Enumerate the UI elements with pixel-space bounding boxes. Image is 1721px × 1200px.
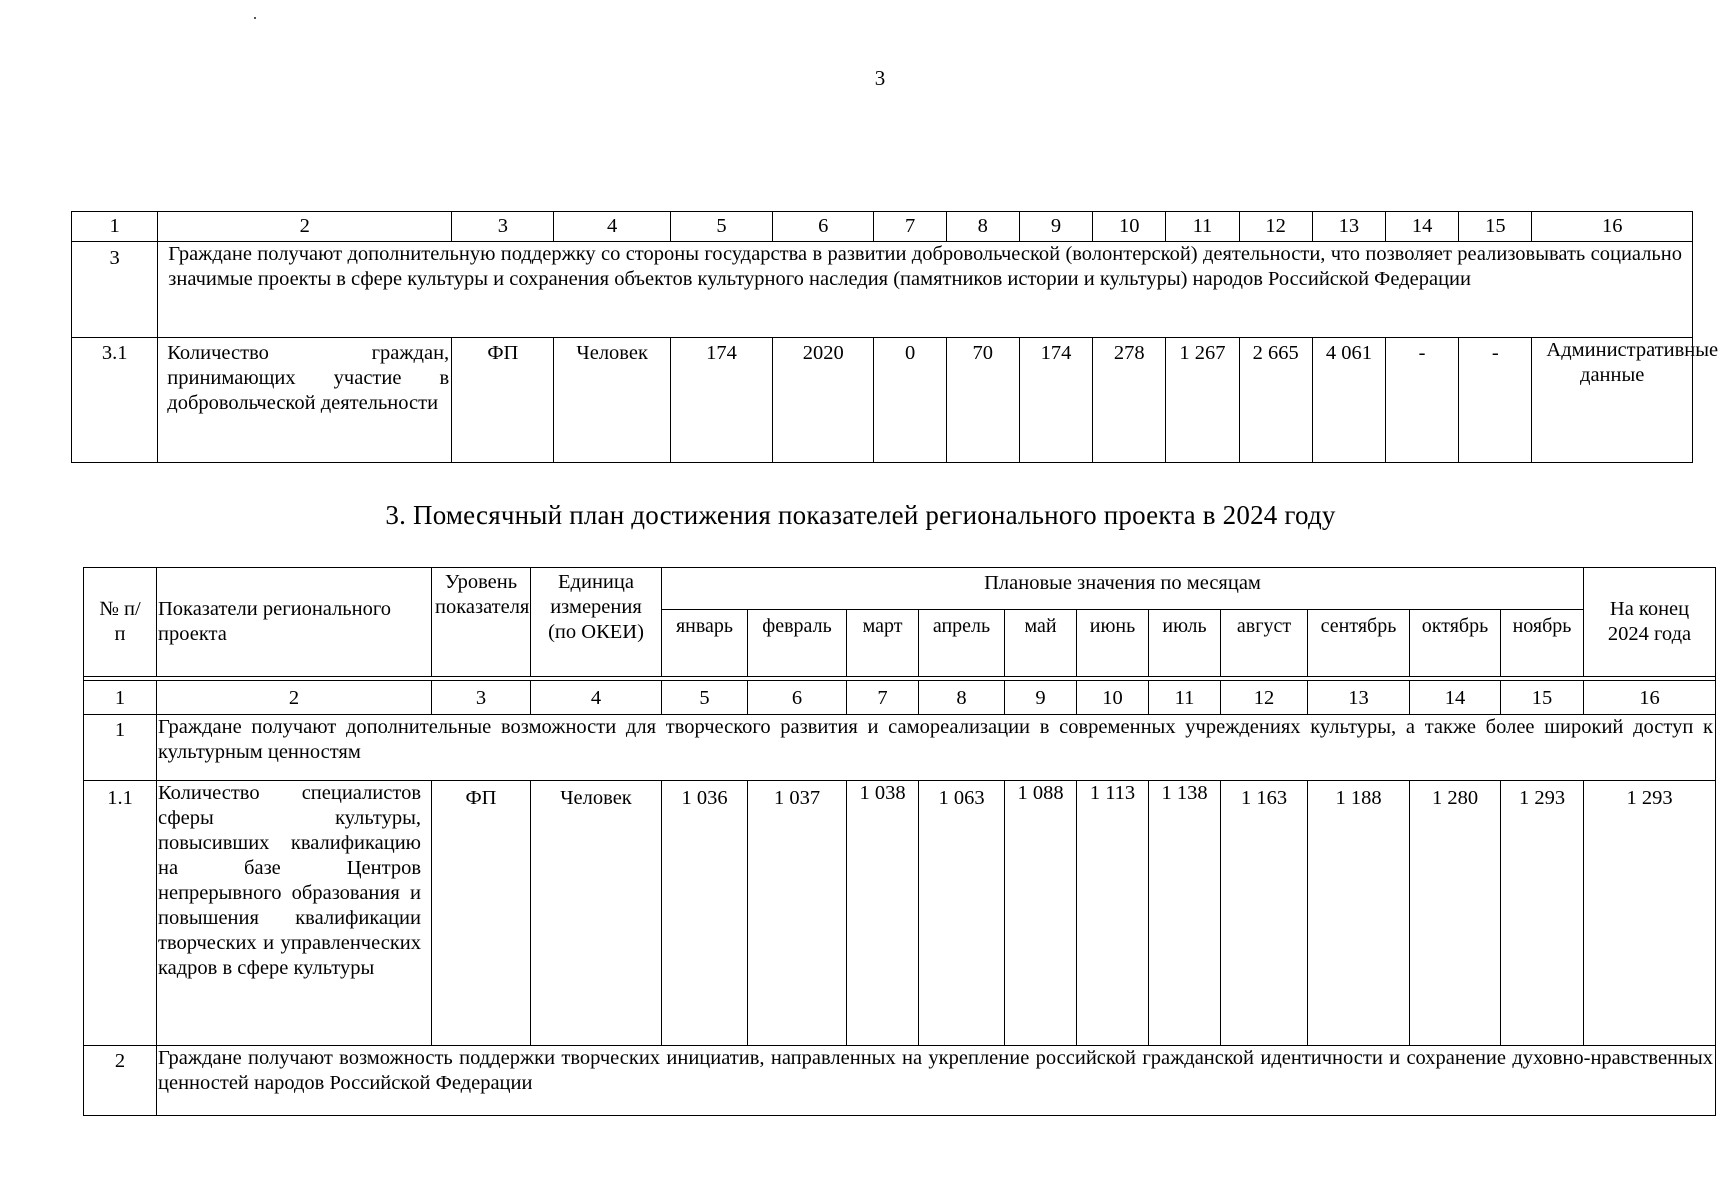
column-number: 13 bbox=[1308, 681, 1410, 715]
month-value: 1 113 bbox=[1077, 781, 1149, 1046]
page-number: 3 bbox=[874, 66, 886, 90]
column-number: 3 bbox=[432, 681, 531, 715]
goal-row bbox=[84, 715, 1716, 781]
goal-row bbox=[84, 1046, 1716, 1116]
goal-text: Граждане получают возможность поддержки творческих инициатив, направленных на укрепление российской гражданской идентичности и сохранение духовно-нравственных ценностей народов Российской Федерации bbox=[157, 1046, 1716, 1116]
header-unit: Единица измерения (по ОКЕИ) bbox=[531, 568, 662, 677]
column-number: 9 bbox=[1005, 681, 1077, 715]
month-header: октябрь bbox=[1410, 610, 1501, 677]
indicator-number: 3.1 bbox=[72, 338, 158, 463]
column-number: 6 bbox=[748, 681, 847, 715]
goal-row bbox=[72, 242, 1693, 338]
goal-text: Граждане получают дополнительную поддержку со стороны государства в развитии добровольческой (волонтерской) деятельности, что позволяет реализовывать социально значимые проекты в сфере культуры и сохранения объектов культурного наследия (памятников истории и культуры) народов Российской Федерации bbox=[158, 242, 1693, 338]
column-number: 11 bbox=[1149, 681, 1221, 715]
month-value: 1 163 bbox=[1221, 781, 1308, 1046]
month-value: 1 036 bbox=[662, 781, 748, 1046]
column-number: 15 bbox=[1501, 681, 1584, 715]
column-number: 2 bbox=[157, 681, 432, 715]
indicator-value: - bbox=[1459, 338, 1532, 463]
column-number: 15 bbox=[1459, 212, 1532, 242]
month-header: апрель bbox=[919, 610, 1005, 677]
column-number: 14 bbox=[1385, 212, 1458, 242]
month-value: 1 063 bbox=[919, 781, 1005, 1046]
goal-number: 2 bbox=[84, 1046, 157, 1116]
indicator-value: 174 bbox=[670, 338, 772, 463]
month-header: сентябрь bbox=[1308, 610, 1410, 677]
month-value: 1 088 bbox=[1005, 781, 1077, 1046]
goal-number: 1 bbox=[84, 715, 157, 781]
indicator-value: 174 bbox=[1019, 338, 1092, 463]
header-level: Уровень показателя bbox=[432, 568, 531, 677]
indicator-source: Административные данные bbox=[1532, 338, 1693, 463]
section-title: 3. Помесячный план достижения показателей регионального проекта в 2024 году bbox=[385, 500, 1336, 530]
month-header: февраль bbox=[748, 610, 847, 677]
month-header: январь bbox=[662, 610, 748, 677]
column-number: 2 bbox=[158, 212, 452, 242]
month-header: июнь bbox=[1077, 610, 1149, 677]
column-number: 7 bbox=[847, 681, 919, 715]
column-number: 13 bbox=[1312, 212, 1385, 242]
month-header: август bbox=[1221, 610, 1308, 677]
indicator-unit: Человек bbox=[554, 338, 670, 463]
indicator-name: Количество специалистов сферы культуры, повысивших квалификацию на базе Центров непрерывного образования и повышения квалификации творческих и управленческих кадров в сфере культуры bbox=[157, 781, 432, 1046]
header-end-year: На конец 2024 года bbox=[1584, 568, 1716, 677]
monthly-plan-table bbox=[83, 567, 1716, 1116]
column-number: 16 bbox=[1532, 212, 1693, 242]
header-indicators: Показатели регионального проекта bbox=[157, 568, 432, 677]
goal-text: Граждане получают дополнительные возможности для творческого развития и самореализации в современных учреждениях культуры, а также более широкий доступ к культурным ценностям bbox=[157, 715, 1716, 781]
month-value: 1 280 bbox=[1410, 781, 1501, 1046]
indicator-name: Количество граждан, принимающих участие в добровольческой деятельности bbox=[158, 338, 452, 463]
column-number: 5 bbox=[670, 212, 772, 242]
column-number: 8 bbox=[919, 681, 1005, 715]
indicator-value: - bbox=[1385, 338, 1458, 463]
indicator-value: 278 bbox=[1093, 338, 1166, 463]
column-number: 1 bbox=[72, 212, 158, 242]
column-number: 4 bbox=[531, 681, 662, 715]
column-number: 14 bbox=[1410, 681, 1501, 715]
column-number: 9 bbox=[1019, 212, 1092, 242]
column-number: 8 bbox=[946, 212, 1019, 242]
column-number: 1 bbox=[84, 681, 157, 715]
indicator-value: 4 061 bbox=[1312, 338, 1385, 463]
column-number: 10 bbox=[1077, 681, 1149, 715]
month-value: 1 293 bbox=[1501, 781, 1584, 1046]
indicator-level: ФП bbox=[432, 781, 531, 1046]
month-value: 1 138 bbox=[1149, 781, 1221, 1046]
indicator-value: 0 bbox=[874, 338, 946, 463]
column-number: 6 bbox=[773, 212, 874, 242]
month-header: март bbox=[847, 610, 919, 677]
column-number: 5 bbox=[662, 681, 748, 715]
column-number-row bbox=[72, 212, 1693, 242]
month-header: май bbox=[1005, 610, 1077, 677]
column-number: 10 bbox=[1093, 212, 1166, 242]
month-value: 1 038 bbox=[847, 781, 919, 1046]
month-header: июль bbox=[1149, 610, 1221, 677]
indicators-table-continued bbox=[71, 211, 1719, 463]
goal-number: 3 bbox=[72, 242, 158, 338]
scan-speck bbox=[254, 17, 256, 19]
indicator-value: 70 bbox=[946, 338, 1019, 463]
column-number: 4 bbox=[554, 212, 670, 242]
header-row bbox=[84, 568, 1716, 610]
indicator-value: 1 267 bbox=[1166, 338, 1239, 463]
indicator-row bbox=[72, 338, 1693, 463]
header-planned: Плановые значения по месяцам bbox=[662, 568, 1584, 610]
column-number: 12 bbox=[1239, 212, 1312, 242]
column-number: 12 bbox=[1221, 681, 1308, 715]
indicator-row bbox=[84, 781, 1716, 1046]
month-value: 1 037 bbox=[748, 781, 847, 1046]
header-num: № п/п bbox=[84, 568, 157, 677]
end-year-value: 1 293 bbox=[1584, 781, 1716, 1046]
indicator-value: 2 665 bbox=[1239, 338, 1312, 463]
indicator-unit: Человек bbox=[531, 781, 662, 1046]
month-value: 1 188 bbox=[1308, 781, 1410, 1046]
column-number: 7 bbox=[874, 212, 946, 242]
indicator-number: 1.1 bbox=[84, 781, 157, 1046]
column-number: 16 bbox=[1584, 681, 1716, 715]
indicator-value: 2020 bbox=[773, 338, 874, 463]
column-number: 3 bbox=[452, 212, 554, 242]
column-number: 11 bbox=[1166, 212, 1239, 242]
column-number-row bbox=[84, 681, 1716, 715]
month-header: ноябрь bbox=[1501, 610, 1584, 677]
indicator-level: ФП bbox=[452, 338, 554, 463]
